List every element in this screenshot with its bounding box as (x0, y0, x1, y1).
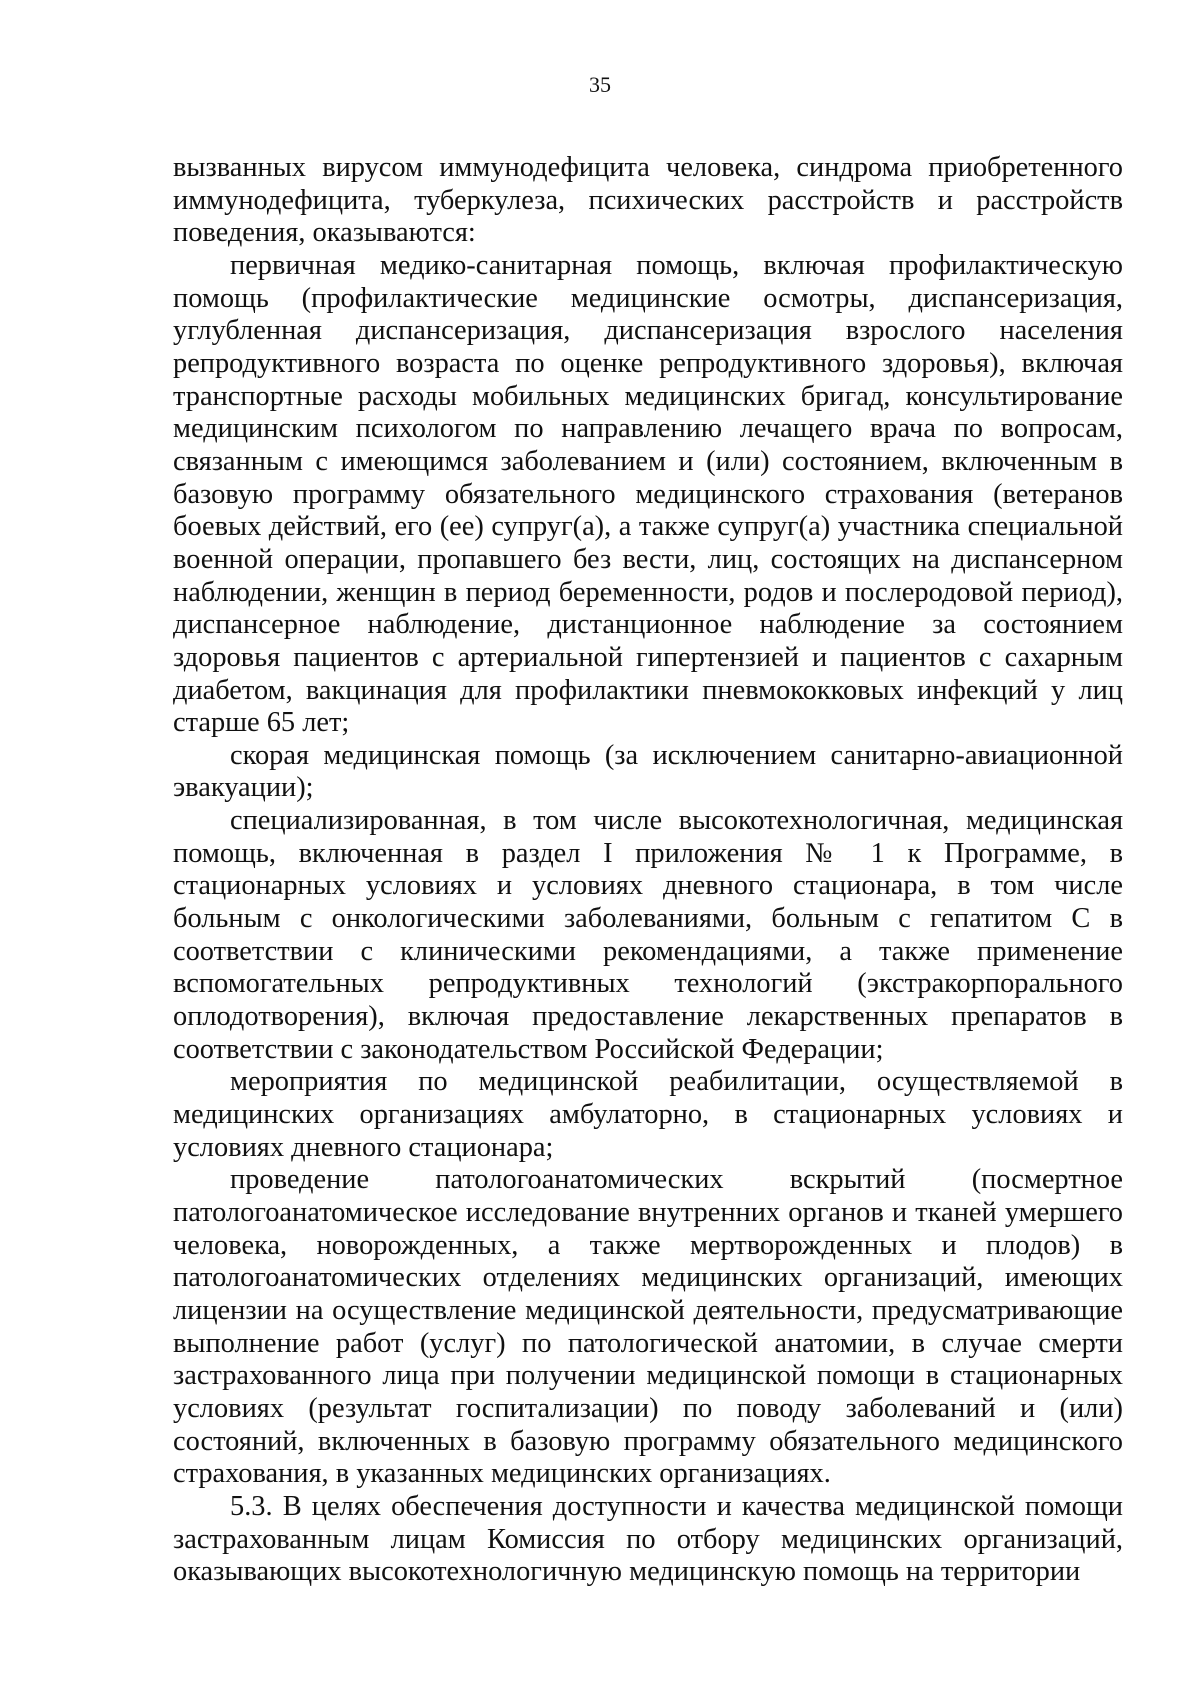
paragraph-rehabilitation: мероприятия по медицинской реабилитации, осуществляемой в медицинских организациях амбулаторно, в стационарных условиях и условиях дневного стационара; (173, 1066, 1123, 1163)
document-body (173, 152, 1123, 1589)
paragraph-emergency-care: скорая медицинская помощь (за исключением санитарно-авиационной эвакуации); (173, 739, 1123, 804)
paragraph-autopsies: проведение патологоанатомических вскрытий (посмертное патологоанатомическое исследование внутренних органов и тканей умершего человека, новорожденных, а также мертворожденных и плодов) в патологоанатомических отделениях медицинских организаций, имеющих лицензии на осуществление медицинской деятельности, предусматривающие выполнение работ (услуг) по патологической анатомии, в случае смерти застрахованного лица при получении медицинской помощи в стационарных условиях (результат госпитализации) по поводу заболеваний и (или) состояний, включенных в базовую программу обязательного медицинского страхования, в указанных медицинских организациях. (173, 1164, 1123, 1490)
paragraph-continuation: вызванных вирусом иммунодефицита человека, синдрома приобретенного иммунодефицита, туберкулеза, психических расстройств и расстройств поведения, оказываются: (173, 152, 1123, 249)
page-number: 35 (589, 72, 611, 97)
paragraph-primary-care: первичная медико-санитарная помощь, включая профилактическую помощь (профилактические медицинские осмотры, диспансеризация, углубленная диспансеризация, диспансеризация взрослого населения репродуктивного возраста по оценке репродуктивного здоровья), включая транспортные расходы мобильных медицинских бригад, консультирование медицинским психологом по направлению лечащего врача по вопросам, связанным с имеющимся заболеванием и (или) состоянием, включенным в базовую программу обязательного медицинского страхования (ветеранов боевых действий, его (ее) супруг(а), а также супруг(а) участника специальной военной операции, пропавшего без вести, лиц, состоящих на диспансерном наблюдении, женщин в период беременности, родов и послеродовой период), диспансерное наблюдение, дистанционное наблюдение за состоянием здоровья пациентов с артериальной гипертензией и пациентов с сахарным диабетом, вакцинация для профилактики пневмококковых инфекций у лиц старше 65 лет; (173, 249, 1123, 739)
paragraph-specialized-care: специализированная, в том числе высокотехнологичная, медицинская помощь, включенная в раздел I приложения № 1 к Программе, в стационарных условиях и условиях дневного стационара, в том числе больным с онкологическими заболеваниями, больным с гепатитом C в соответствии с клиническими рекомендациями, а также применение вспомогательных репродуктивных технологий (экстракорпорального оплодотворения), включая предоставление лекарственных препаратов в соответствии с законодательством Российской Федерации; (173, 805, 1123, 1065)
paragraph-section-5-3: 5.3. В целях обеспечения доступности и качества медицинской помощи застрахованным лицам Комиссия по отбору медицинских организаций, оказывающих высокотехнологичную медицинскую помощь на территории (173, 1490, 1123, 1588)
